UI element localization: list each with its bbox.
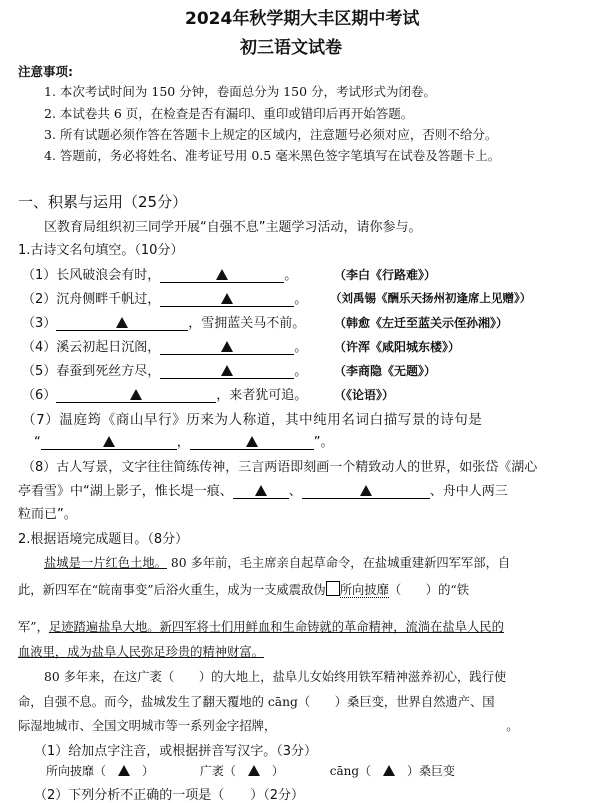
question-2-sub-1: （1）给加点字注音，或根据拼音写汉字。（3分）: [34, 744, 318, 759]
question-1-item-8-end: 粒而已”。: [18, 507, 77, 522]
open-quote: “: [34, 435, 41, 450]
line-prefix: （4）溪云初起日沉阁，: [22, 340, 161, 355]
underlined-sentence: 足迹踏遍盐阜大地。新四军将士们用鲜血和生命铸就的革命精神，流淌在盐阜人民的: [48, 620, 504, 634]
question-1-item-7: （7）温庭筠《商山早行》历来为人称道，其中纯用名词白描写景的诗句是: [22, 412, 483, 428]
question-2-heading: 2.根据语境完成题目。（8分）: [18, 532, 189, 547]
passage-line-7: [18, 716, 519, 734]
section-heading: 一、积累与运用（25分）: [18, 193, 188, 211]
triangle-icon: [360, 485, 372, 496]
passage-line-2: [18, 580, 469, 598]
text: 此，新四军在“皖南事变”后浴火重生，成为一支威震敌伪: [18, 583, 326, 597]
notes-item-2: 2. 本试卷共 6 页，在检查是否有漏印、重印或错印后再开始答题。: [44, 106, 414, 121]
triangle-icon: [221, 341, 233, 352]
text: 军”，: [18, 620, 49, 634]
passage-line-3: [18, 617, 504, 635]
exam-subtitle: 初三语文试卷: [240, 38, 342, 58]
question-1-item-7-blanks: [34, 431, 334, 450]
pinyin-item: cāng（ ）桑巨变: [329, 764, 456, 778]
answer-blank[interactable]: [160, 292, 294, 307]
line-prefix: （3）: [22, 316, 57, 331]
separator: 、: [288, 484, 302, 499]
question-1-line-2: [22, 288, 307, 307]
triangle-icon: [103, 436, 115, 447]
notes-heading: 注意事项:: [18, 64, 73, 79]
question-1-line-3: [22, 312, 305, 331]
answer-blank[interactable]: [56, 316, 188, 331]
section-intro: 区教育局组织初三同学开展“自强不息”主题学习活动，请你参与。: [44, 220, 422, 235]
question-1-item-8-blanks: [18, 480, 508, 499]
line-prefix: （1）长风破浪会有时，: [22, 268, 161, 283]
answer-blank[interactable]: [160, 340, 294, 355]
notes-item-4: 4. 答题前，务必将姓名、准考证号用 0.5 毫米黑色签字笔填写在试卷及答题卡上。: [44, 148, 501, 163]
text: 的“铁: [438, 583, 469, 597]
line-suffix: 。: [294, 292, 308, 307]
triangle-icon[interactable]: [118, 765, 130, 776]
triangle-icon: [216, 269, 228, 280]
source-citation: （《论语》）: [334, 388, 395, 402]
line-suffix: 。: [294, 340, 308, 355]
answer-blank[interactable]: [56, 388, 216, 403]
answer-blank[interactable]: [160, 268, 284, 283]
line-suffix: ，雪拥蓝关马不前。: [188, 316, 306, 331]
triangle-icon: [255, 485, 267, 496]
question-2-sub-1-items: [46, 762, 455, 779]
question-1-line-5: [22, 360, 307, 379]
question-1-line-1: [22, 264, 297, 283]
triangle-icon[interactable]: [248, 765, 260, 776]
answer-blank[interactable]: [160, 364, 294, 379]
text: 际湿地城市、全国文明城市等一系列金字招牌，: [18, 719, 277, 733]
line-suffix: 。: [294, 364, 308, 379]
source-citation: （刘禹锡《酬乐天扬州初逢席上见赠》）: [330, 291, 532, 305]
line-prefix: （6）: [22, 388, 57, 403]
triangle-icon: [246, 436, 258, 447]
triangle-icon: [130, 389, 142, 400]
wavy-blank[interactable]: [276, 718, 506, 730]
source-citation: （韩愈《左迁至蓝关示侄孙湘》）: [334, 316, 509, 330]
text: 、舟中人两三: [429, 484, 508, 499]
comma: ，: [176, 435, 190, 450]
triangle-icon: [116, 317, 128, 328]
source-citation: （李白《行路难》）: [334, 268, 437, 282]
close-quote: ”。: [313, 435, 334, 450]
question-1-line-4: [22, 336, 307, 355]
question-2-sub-2: （2）下列分析不正确的一项是（ ）（2分）: [34, 788, 305, 803]
passage-line-6: 命，自强不息。而今，盐城发生了翻天覆地的 cāng（ ）桑巨变，世界自然遗产、国: [18, 695, 495, 709]
underlined-sentence: 盐城是一片红色土地。: [44, 556, 167, 570]
question-1-heading: 1.古诗文名句填空。（10分）: [18, 243, 184, 258]
triangle-icon: [221, 365, 233, 376]
answer-blank[interactable]: [233, 484, 289, 499]
question-1-line-6: [22, 384, 307, 403]
passage-line-4: 血液里，成为盐阜人民弥足珍贵的精神财富。: [18, 645, 264, 659]
triangle-icon[interactable]: [383, 765, 395, 776]
text: 80 多年前，毛主席亲自起草命令，在盐城重建新四军军部，自: [166, 556, 511, 570]
line-prefix: （2）沉舟侧畔千帆过，: [22, 292, 161, 307]
question-1-item-8: （8）古人写景，文字往往简练传神，三言两语即刻画一个精致动人的世界，如张岱《湖心: [22, 460, 538, 475]
answer-blank[interactable]: [190, 435, 314, 450]
annotated-word: 所向披靡: [339, 583, 389, 597]
text: 亭看雪》中“湖上影子，惟长堤一痕、: [18, 484, 233, 499]
passage-line-1: [44, 553, 510, 571]
source-citation: （许浑《咸阳城东楼》）: [334, 340, 461, 354]
exam-title: 2024年秋学期大丰区期中考试: [185, 9, 420, 29]
notes-item-1: 1. 本次考试时间为 150 分钟，卷面总分为 150 分，考试形式为闭卷。: [44, 84, 437, 99]
pinyin-item: 所向披靡（ ）: [46, 764, 155, 778]
missing-char-box[interactable]: [326, 581, 340, 596]
source-citation: （李商隐《无题》）: [334, 364, 437, 378]
line-suffix: ，来者犹可追。: [216, 388, 308, 403]
answer-paren[interactable]: （ ）: [388, 583, 439, 597]
triangle-icon: [221, 293, 233, 304]
answer-blank[interactable]: [41, 435, 177, 450]
text: 。: [506, 719, 519, 733]
line-prefix: （5）春蚕到死丝方尽，: [22, 364, 161, 379]
notes-item-3: 3. 所有试题必须作答在答题卡上规定的区域内，注意题号必须对应，否则不给分。: [44, 127, 498, 142]
line-suffix: 。: [284, 268, 298, 283]
passage-line-5: 80 多年来，在这广袤（ ）的大地上，盐阜儿女始终用铁军精神滋养初心，践行使: [44, 670, 507, 684]
answer-blank[interactable]: [302, 484, 430, 499]
pinyin-item: 广袤（ ）: [199, 764, 284, 778]
